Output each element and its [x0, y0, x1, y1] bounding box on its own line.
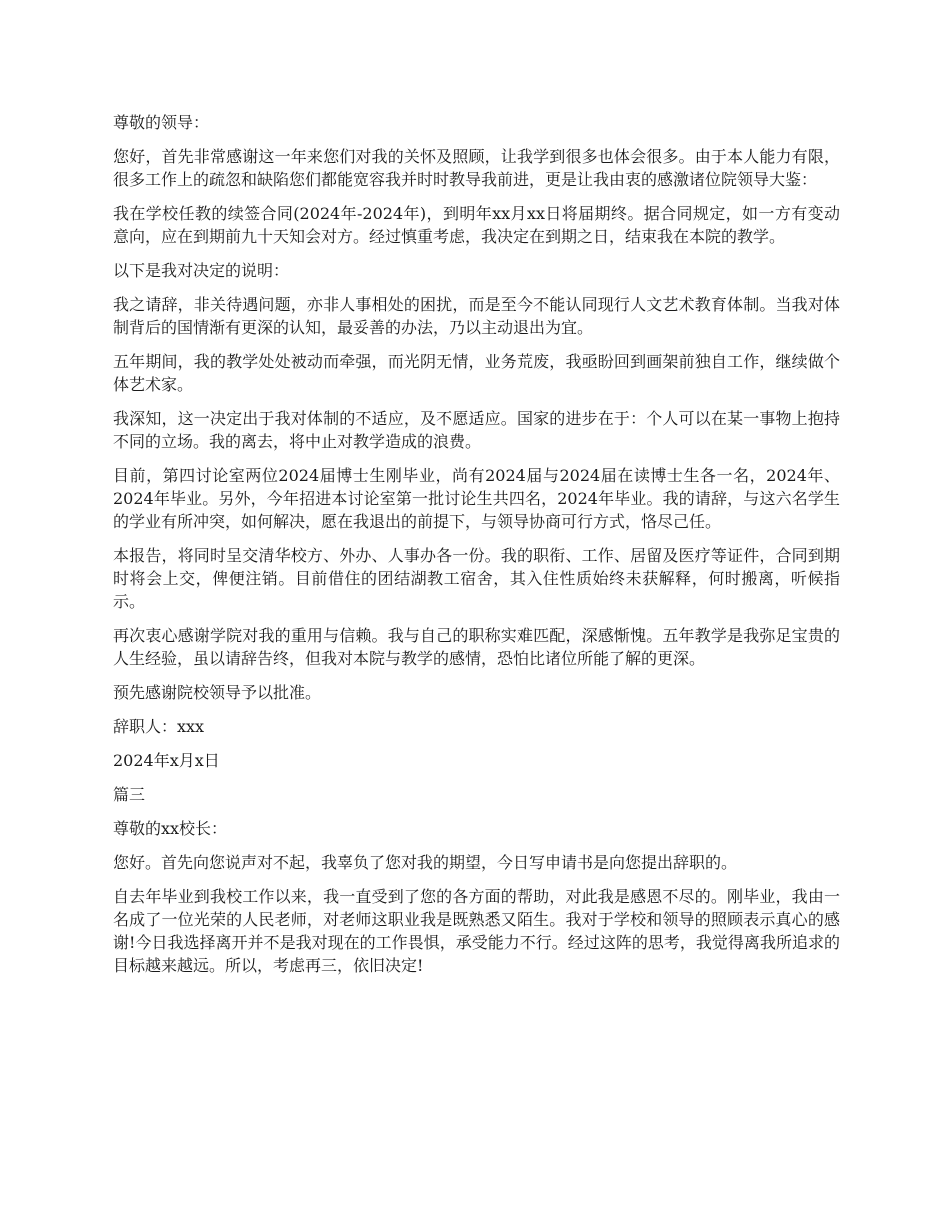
document-body: [113, 111, 840, 988]
paragraph-greeting: 您好，首先非常感谢这一年来您们对我的关怀及照顾，让我学到很多也体会很多。由于本人能力有限，很多工作上的疏忽和缺陷您们都能宽容我并时时教导我前进，更是让我由衷的感激诸位院领导大鉴：: [113, 147, 840, 189]
paragraph-thanks: 再次衷心感谢学院对我的重用与信赖。我与自己的职称实难匹配，深感惭愧。五年教学是我弥足宝贵的人生经验，虽以请辞告终，但我对本院与教学的感情，恐怕比诸位所能了解的更深。: [113, 626, 840, 668]
paragraph-reason: 我之请辞，非关待遇问题，亦非人事相处的困扰，而是至今不能认同现行人文艺术教育体制。当我对体制背后的国情渐有更深的认知，最妥善的办法，乃以主动退出为宜。: [113, 295, 840, 337]
paragraph-five-years: 五年期间，我的教学处处被动而牵强，而光阴无情，业务荒废，我亟盼回到画架前独自工作，继续做个体艺术家。: [113, 352, 840, 394]
date-line: 2024年x月x日: [113, 751, 220, 770]
paragraph-report: 本报告，将同时呈交清华校方、外办、人事办各一份。我的职衔、工作、居留及医疗等证件，合同到期时将会上交，俾便注销。目前借住的团结湖教工宿舍，其入住性质始终未获解释，何时搬离，听候指示。: [113, 546, 840, 611]
paragraph-gratitude: 自去年毕业到我校工作以来，我一直受到了您的各方面的帮助，对此我是感恩不尽的。刚毕业，我由一名成了一位光荣的人民老师，对老师这职业我是既熟悉又陌生。我对于学校和领导的照顾表示真心的感谢!今日我选择离开并不是我对现在的工作畏惧，承受能力不行。经过这阵的思考，我觉得离我所追求的目标越来越远。所以，考虑再三，依旧决定!: [113, 887, 840, 975]
paragraph-understanding: 我深知，这一决定出于我对体制的不适应，及不愿适应。国家的进步在于：个人可以在某一事物上抱持不同的立场。我的离去，将中止对教学造成的浪费。: [113, 409, 840, 451]
paragraph-explanation-intro: 以下是我对决定的说明：: [113, 261, 290, 280]
section-heading: 篇三: [113, 785, 146, 804]
signature-line: 辞职人：xxx: [113, 717, 205, 736]
paragraph-approval: 预先感谢院校领导予以批准。: [113, 683, 322, 702]
paragraph-apology: 您好。首先向您说声对不起，我辜负了您对我的期望，今日写申请书是向您提出辞职的。: [113, 853, 738, 872]
paragraph-contract: 我在学校任教的续签合同(2024年-2024年)，到明年xx月xx日将届期终。据合同规定，如一方有变动意向，应在到期前九十天知会对方。经过慎重考虑，我决定在到期之日，结束我在本院的教学。: [113, 204, 840, 246]
salutation-principal: 尊敬的xx校长：: [113, 819, 228, 838]
paragraph-students: 目前，第四讨论室两位2024届博士生刚毕业，尚有2024届与2024届在读博士生各一名，2024年、2024年毕业。另外，今年招进本讨论室第一批讨论生共四名，2024年毕业。我的请辞，与这六名学生的学业有所冲突，如何解决，愿在我退出的前提下，与领导协商可行方式，恪尽己任。: [113, 466, 840, 531]
salutation: 尊敬的领导：: [113, 113, 210, 132]
